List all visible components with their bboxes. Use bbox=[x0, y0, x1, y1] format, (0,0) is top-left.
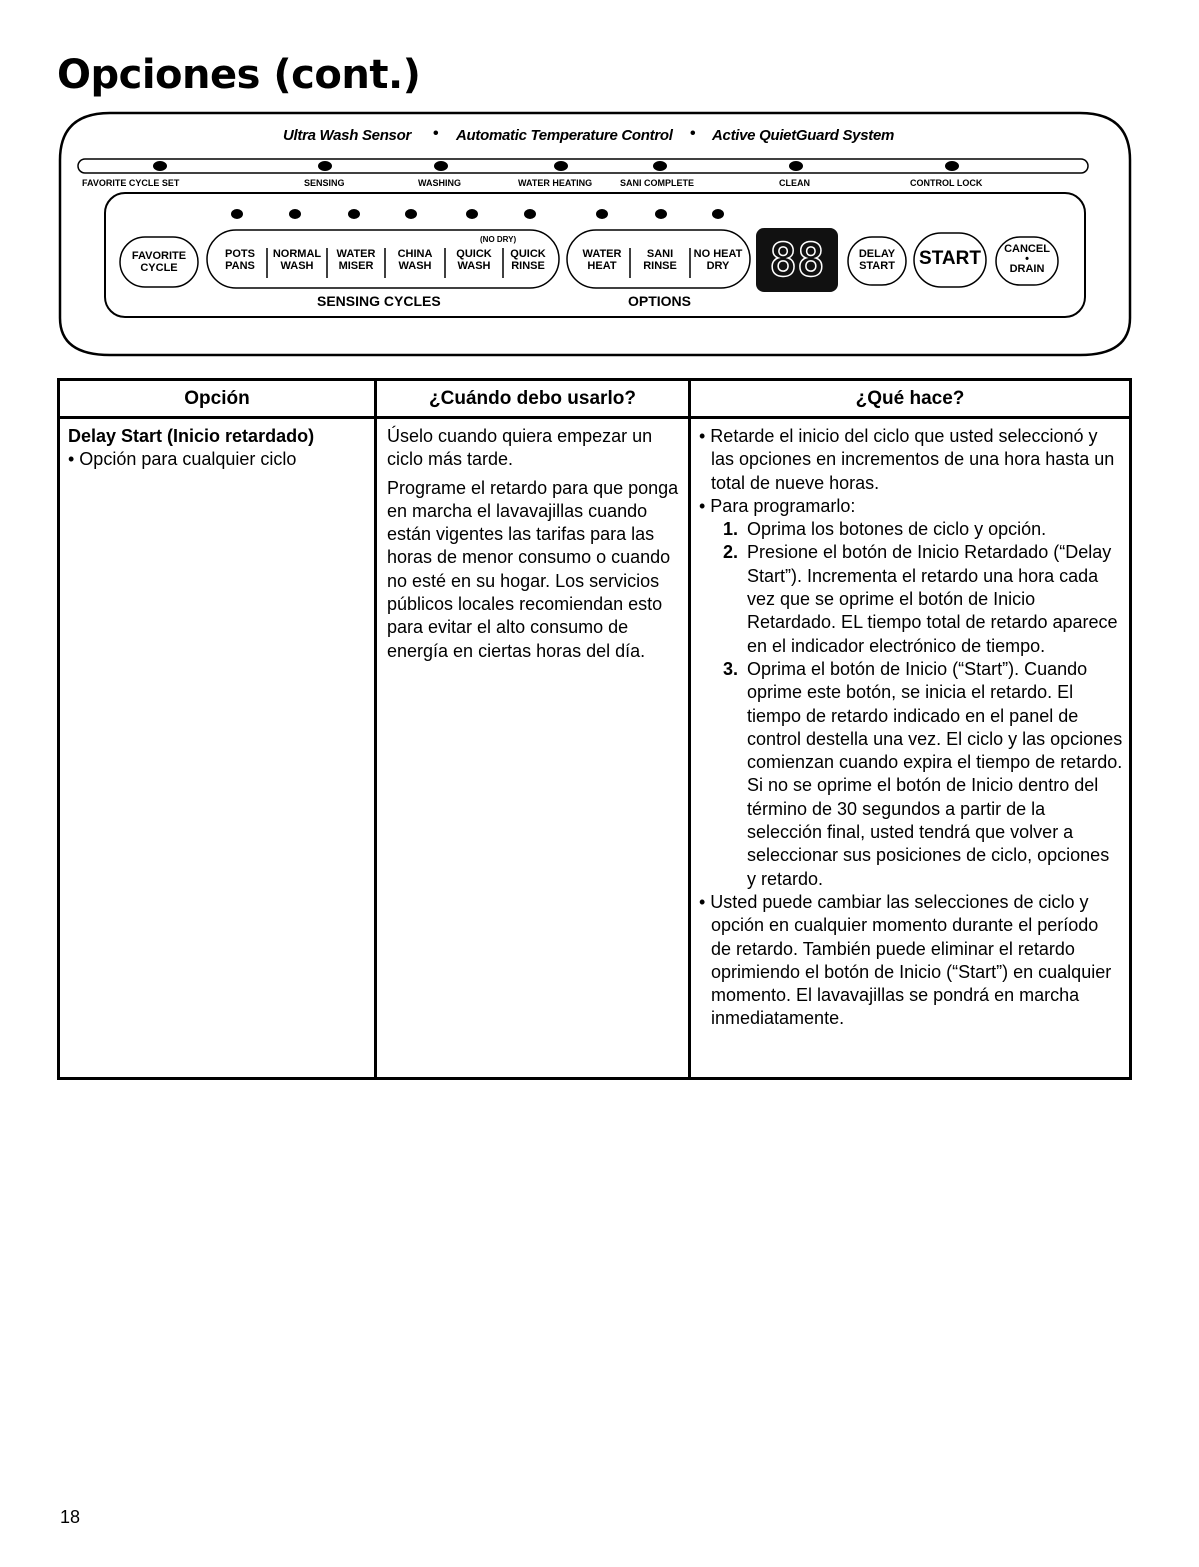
step-number: 3. bbox=[723, 658, 739, 679]
cycle-label: POTS bbox=[225, 248, 255, 260]
normal-wash-button[interactable] bbox=[267, 248, 327, 272]
favorite-cycle-button[interactable] bbox=[120, 250, 198, 274]
step-number: 2. bbox=[723, 542, 739, 563]
option-label: WATER bbox=[582, 248, 622, 260]
cancel-dot: • bbox=[1025, 253, 1029, 265]
delay-label: DELAY bbox=[858, 248, 896, 260]
when-paragraph: Programe el retardo para que ponga en marcha el lavavajillas cuando están vigentes las tarifas para las horas de menor consumo o cuando no esté en su hogar. Los servicios públicos locales recomiendan esto para evitar el alto consumo de energía en ciertas horas del día. bbox=[387, 477, 679, 661]
favorite-label-line1: FAVORITE bbox=[131, 250, 187, 262]
page-title: Opciones (cont.) bbox=[57, 52, 421, 98]
delay-label: START bbox=[859, 260, 895, 272]
drain-label: DRAIN bbox=[1009, 263, 1045, 275]
option-name: Delay Start (Inicio retardado) bbox=[68, 426, 315, 446]
cycle-label: RINSE bbox=[511, 260, 545, 272]
cycle-label: CHINA bbox=[397, 248, 433, 260]
table-row bbox=[59, 418, 1131, 1079]
cycle-label: QUICK bbox=[510, 248, 546, 260]
water-miser-button[interactable] bbox=[327, 248, 385, 272]
what-cell bbox=[690, 418, 1131, 1079]
time-display: 88 bbox=[769, 233, 825, 287]
step-text: Presione el botón de Inicio Retardado (“Delay Start”). Incrementa el retardo una hora cada vez que se oprime el botón de Inicio Retardado. EL tiempo total de retardo aparece en el indicador electrónico de tiempo. bbox=[747, 542, 1118, 656]
cycle-label: MISER bbox=[338, 260, 374, 272]
indicator-sensing: SENSING bbox=[304, 178, 345, 188]
indicator-favorite-cycle-set: FAVORITE CYCLE SET bbox=[82, 178, 180, 188]
cycle-label: WASH bbox=[280, 260, 314, 272]
what-bullet: • Usted puede cambiar las selecciones de ciclo y opción en cualquier momento durante el período de retardo. También puede eliminar el retardo oprimiendo el botón de Inicio (“Start”) en cualquier momento. El lavavajillas se pondrá en marcha inmediatamente. bbox=[699, 891, 1112, 1029]
step-text: Oprima el botón de Inicio (“Start”). Cuando oprime este botón, se inicia el retardo. El tiempo de retardo indicado en el panel de control destella una vez. El ciclo y las opciones comienzan cuando expira el tiempo de retardo. Si no se oprime el botón de Inicio dentro del término de 30 segundos a partir de la selección final, usted tendrá que volver a seleccionar sus posiciones de ciclo, opciones y retardo. bbox=[747, 658, 1123, 889]
what-bullet: • Retarde el inicio del ciclo que usted seleccionó y las opciones en incrementos de una hora hasta un total de nueve horas. bbox=[699, 426, 1115, 493]
tagline-active-quietguard: Active QuietGuard System bbox=[712, 127, 895, 144]
step-item bbox=[723, 541, 1123, 657]
option-label: HEAT bbox=[587, 260, 617, 272]
start-button[interactable]: START bbox=[919, 248, 981, 269]
option-label: DRY bbox=[706, 260, 730, 272]
header-option: Opción bbox=[59, 380, 376, 418]
tagline-separator: • bbox=[433, 125, 439, 142]
when-cell bbox=[376, 418, 690, 1079]
cycle-label: WASH bbox=[398, 260, 432, 272]
option-label: SANI bbox=[646, 248, 674, 260]
cancel-drain-button[interactable] bbox=[996, 244, 1058, 274]
china-wash-button[interactable] bbox=[385, 248, 445, 272]
option-label: NO HEAT bbox=[693, 248, 743, 260]
indicator-water-heating: WATER HEATING bbox=[518, 178, 593, 188]
options-label: OPTIONS bbox=[628, 293, 692, 309]
no-heat-dry-button[interactable] bbox=[690, 248, 746, 272]
steps-list bbox=[699, 518, 1123, 891]
indicator-clean: CLEAN bbox=[779, 178, 810, 188]
indicator-sani-complete: SANI COMPLETE bbox=[620, 178, 695, 188]
step-item bbox=[723, 658, 1123, 891]
cycle-label: QUICK bbox=[456, 248, 492, 260]
no-dry-label: (NO DRY) bbox=[480, 235, 517, 244]
option-cell bbox=[59, 418, 376, 1079]
control-panel-illustration bbox=[0, 0, 1199, 370]
header-what: ¿Qué hace? bbox=[690, 380, 1131, 418]
table-header-row bbox=[59, 380, 1131, 418]
option-label: RINSE bbox=[643, 260, 677, 272]
indicator-control-lock: CONTROL LOCK bbox=[910, 178, 983, 188]
when-paragraph: Úselo cuando quiera empezar un ciclo más tarde. bbox=[387, 426, 653, 470]
water-heat-button[interactable] bbox=[574, 248, 630, 272]
step-text: Oprima los botones de ciclo y opción. bbox=[747, 519, 1047, 540]
options-table bbox=[57, 378, 1132, 1080]
delay-start-button[interactable] bbox=[848, 248, 906, 272]
step-number: 1. bbox=[723, 519, 739, 540]
cycle-label: PANS bbox=[225, 260, 255, 272]
option-note: • Opción para cualquier ciclo bbox=[68, 449, 297, 470]
tagline-automatic-temperature-control: Automatic Temperature Control bbox=[456, 127, 673, 144]
pots-pans-button[interactable] bbox=[214, 248, 266, 272]
favorite-label-line2: CYCLE bbox=[140, 262, 178, 274]
step-item bbox=[723, 518, 1123, 541]
cycle-label: WASH bbox=[457, 260, 491, 272]
cancel-label: CANCEL bbox=[1004, 243, 1050, 255]
tagline-separator: • bbox=[690, 125, 696, 142]
what-bullet: • Para programarlo: bbox=[699, 495, 856, 516]
indicator-washing: WASHING bbox=[418, 178, 462, 188]
cycle-label: NORMAL bbox=[272, 248, 322, 260]
header-when: ¿Cuándo debo usarlo? bbox=[376, 380, 690, 418]
sani-rinse-button[interactable] bbox=[630, 248, 690, 272]
quick-wash-button[interactable] bbox=[445, 248, 503, 272]
page-number: 18 bbox=[60, 1507, 81, 1527]
cycle-label: WATER bbox=[336, 248, 376, 260]
sensing-cycles-label: SENSING CYCLES bbox=[317, 293, 441, 309]
quick-rinse-button[interactable] bbox=[503, 248, 553, 272]
tagline-ultra-wash-sensor: Ultra Wash Sensor bbox=[283, 127, 411, 144]
